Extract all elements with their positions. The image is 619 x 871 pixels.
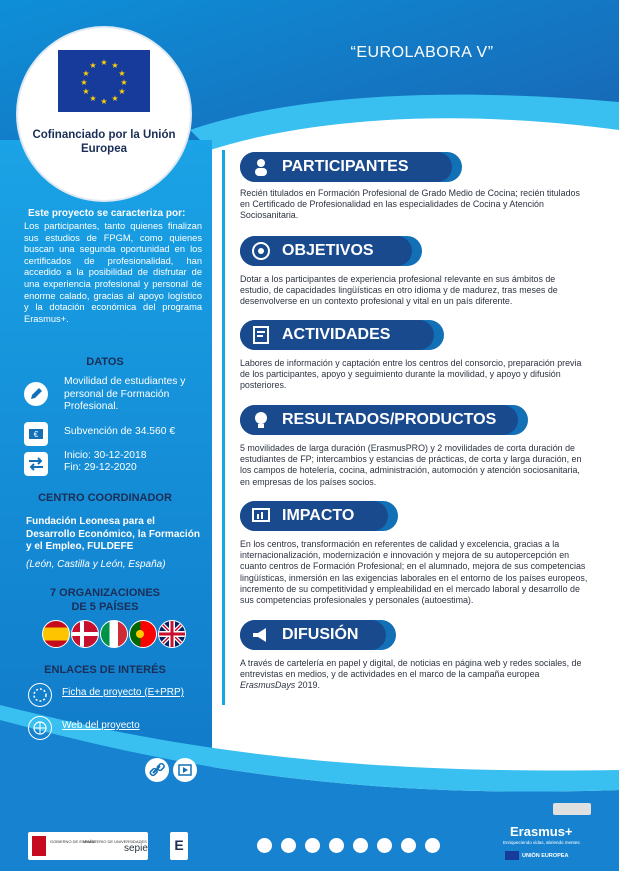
section-text: En los centros, transformación en referentes de calidad y excelencia, gracias a la internacionalización, modernización e innovación y mejora de su autopercepción en cuanto centros de Formación Profesional; en el alumnado, mejora de sus competencias lingüísticas, inmersión en las exigencias laborales en el entorno de los países europeos, incremento de su competitividad y empleabilidad en el mercado laboral y desarrollo de sus competencias profesionales y personales (autoestima). [240,539,588,606]
link-chain-icon[interactable] [145,758,169,782]
section-header-objetivos [240,236,422,266]
svg-text:★: ★ [120,78,128,87]
target-icon [250,240,272,262]
svg-text:★: ★ [111,61,119,70]
section-title: PARTICIPANTES [282,158,409,175]
section-pill [240,405,518,435]
section-title: RESULTADOS/PRODUCTOS [282,411,497,428]
intro-text: Los participantes, tanto quienes finalizan sus estudios de FPGM, como quienes buscan una segunda oportunidad en los certificados de profesionalidad, han accedido a la posibilidad de disfrutar de una experiencia profesional y personal de enorme calado, gracias al apoyo logístico y la dotación económica del programa Erasmus+. [24,221,202,324]
eu-label [505,851,568,860]
country-flags [42,620,192,648]
section-header-difusi-n [240,620,396,650]
activities-icon [250,324,272,346]
spotify-icon[interactable] [401,838,416,853]
svg-text:★: ★ [118,69,126,78]
datos-grant-text: Subvención de 34.560 € [64,426,176,437]
sepie-logo: sepie [124,843,148,854]
eu-stars-icon [28,683,52,707]
link-website[interactable] [28,716,208,740]
coordinator-heading: CENTRO COORDINADOR [38,492,172,504]
svg-text:★: ★ [111,94,119,103]
section-header-actividades [240,320,444,350]
pencil-icon [24,382,48,406]
coordinator-name: Fundación Leonesa para el Desarrollo Económico, la Formación y el Empleo, FULDEFE [26,516,200,552]
intro-heading: Este proyecto se caracteriza por: [28,208,186,219]
datos-heading: DATOS [86,356,124,368]
eu-label-text: UNIÓN EUROPEA [522,852,569,859]
section-text: 5 movilidades de larga duración (ErasmusPRO) y 2 movilidades de corta duración de estudiantes de FP; intercambios y estancias de prácticas, de corta y larga duración, en los campos de hotelería, cocina, administración, automoción y atención sociosanitaria, en empresas de los países socios. [240,443,582,487]
erasmus-logo: Erasmus+ [510,824,573,839]
globe-icon [28,716,52,740]
flag-uk-icon [158,620,186,648]
chart-icon [250,505,272,527]
flag-italy-icon [100,620,128,648]
section-text-italic: ErasmusDays [240,680,296,691]
video-icon[interactable] [173,758,197,782]
facebook-icon[interactable] [281,838,296,853]
money-icon [24,422,48,446]
linkedin-icon[interactable] [329,838,344,853]
datos-dates [24,450,204,476]
erasmus-e-logo [170,832,188,860]
svg-text:★: ★ [100,58,108,67]
section-text: Labores de información y captación entre los centros del consorcio, preparación previa de los participantes, apoyo y seguimiento durante la movilidad, y apoyo y difusión posteriores. [240,358,582,391]
section-title: OBJETIVOS [282,242,374,259]
orgs-line1: 7 ORGANIZACIONES [49,587,160,599]
section-title: DIFUSIÓN [282,626,359,643]
section-header-participantes [240,152,462,182]
section-header-resultados-productos [240,405,528,435]
flag-portugal-icon [129,620,157,648]
datos-mobility [24,376,204,416]
section-pill [240,620,386,650]
people-icon [250,156,272,178]
section-text-end: 2019. [295,680,320,691]
vertical-divider [222,150,225,705]
megaphone-icon [250,624,272,646]
eu-flag-icon [58,50,150,112]
datos-start: Inicio: 30-12-2018 [64,450,147,461]
twitter-icon[interactable] [257,838,272,853]
youtube-icon[interactable] [353,838,368,853]
gov-text-1: GOBIERNO DE ESPAÑA [50,839,96,844]
section-text: Recién titulados en Formación Profesional de Grado Medio de Cocina; recién titulados en Certificado de Profesionalidad en las especialidades de Cocina y Atención Sociosanitaria. [240,188,580,221]
creative-commons-icon [553,803,591,815]
svg-text:★: ★ [100,97,108,106]
svg-text:★: ★ [89,61,97,70]
datos-end: Fin: 29-12-2020 [64,462,137,473]
svg-text:€: € [33,430,39,439]
section-pill [240,152,452,182]
eu-caption: Cofinanciado por la Unión Europea [32,129,176,155]
orgs-line2: DE 5 PAÍSES [71,601,139,613]
coordinator-location: (León, Castilla y León, España) [26,559,166,570]
page-title: “EUROLABORA V” [350,44,494,61]
section-header-impacto [240,501,398,531]
section-pill [240,236,412,266]
links-heading: ENLACES DE INTERÉS [44,664,166,676]
flag-denmark-icon [71,620,99,648]
eu-mini-flag-icon [505,851,519,860]
gov-logos [28,832,148,860]
svg-text:E: E [174,837,184,853]
svg-text:★: ★ [80,78,88,87]
svg-text:★: ★ [82,69,90,78]
tiktok-icon[interactable] [377,838,392,853]
blog-icon[interactable] [425,838,440,853]
link-fact-sheet[interactable] [28,683,208,707]
section-text-main: A través de cartelería en papel y digital, de noticias en página web y redes sociales, de entrevistas en medios, y de actividades en el marco de la campaña europea [240,658,582,680]
fact-sheet-link[interactable]: Ficha de proyecto (E+PRP) [62,687,184,698]
section-title: IMPACTO [282,507,355,524]
calendar-arrows-icon [24,452,48,476]
svg-text:★: ★ [89,94,97,103]
website-link[interactable]: Web del proyecto [62,720,140,731]
gov-text-2: MINISTERIO DE UNIVERSIDADES [83,839,147,844]
datos-grant [24,422,204,446]
section-text [240,658,588,692]
section-text: Dotar a los participantes de experiencia profesional relevante en sus ámbitos de estudio, de capacidades lingüísticas en otro idioma y de madurez, tras meses de desenvolverse en un contexto profesional y vital en un país diferente. [240,274,558,307]
flag-spain-icon [42,620,70,648]
svg-text:★: ★ [82,87,90,96]
svg-text:★: ★ [118,87,126,96]
section-pill [240,320,434,350]
section-pill [240,501,388,531]
eu-badge [18,28,190,200]
erasmus-tagline: Enriqueciendo vidas, abriendo mentes. [503,840,581,845]
instagram-icon[interactable] [305,838,320,853]
datos-mobility-text: Movilidad de estudiantes y personal de Formación Profesional. [64,376,186,412]
lightbulb-icon [250,409,272,431]
section-title: ACTIVIDADES [282,326,391,343]
